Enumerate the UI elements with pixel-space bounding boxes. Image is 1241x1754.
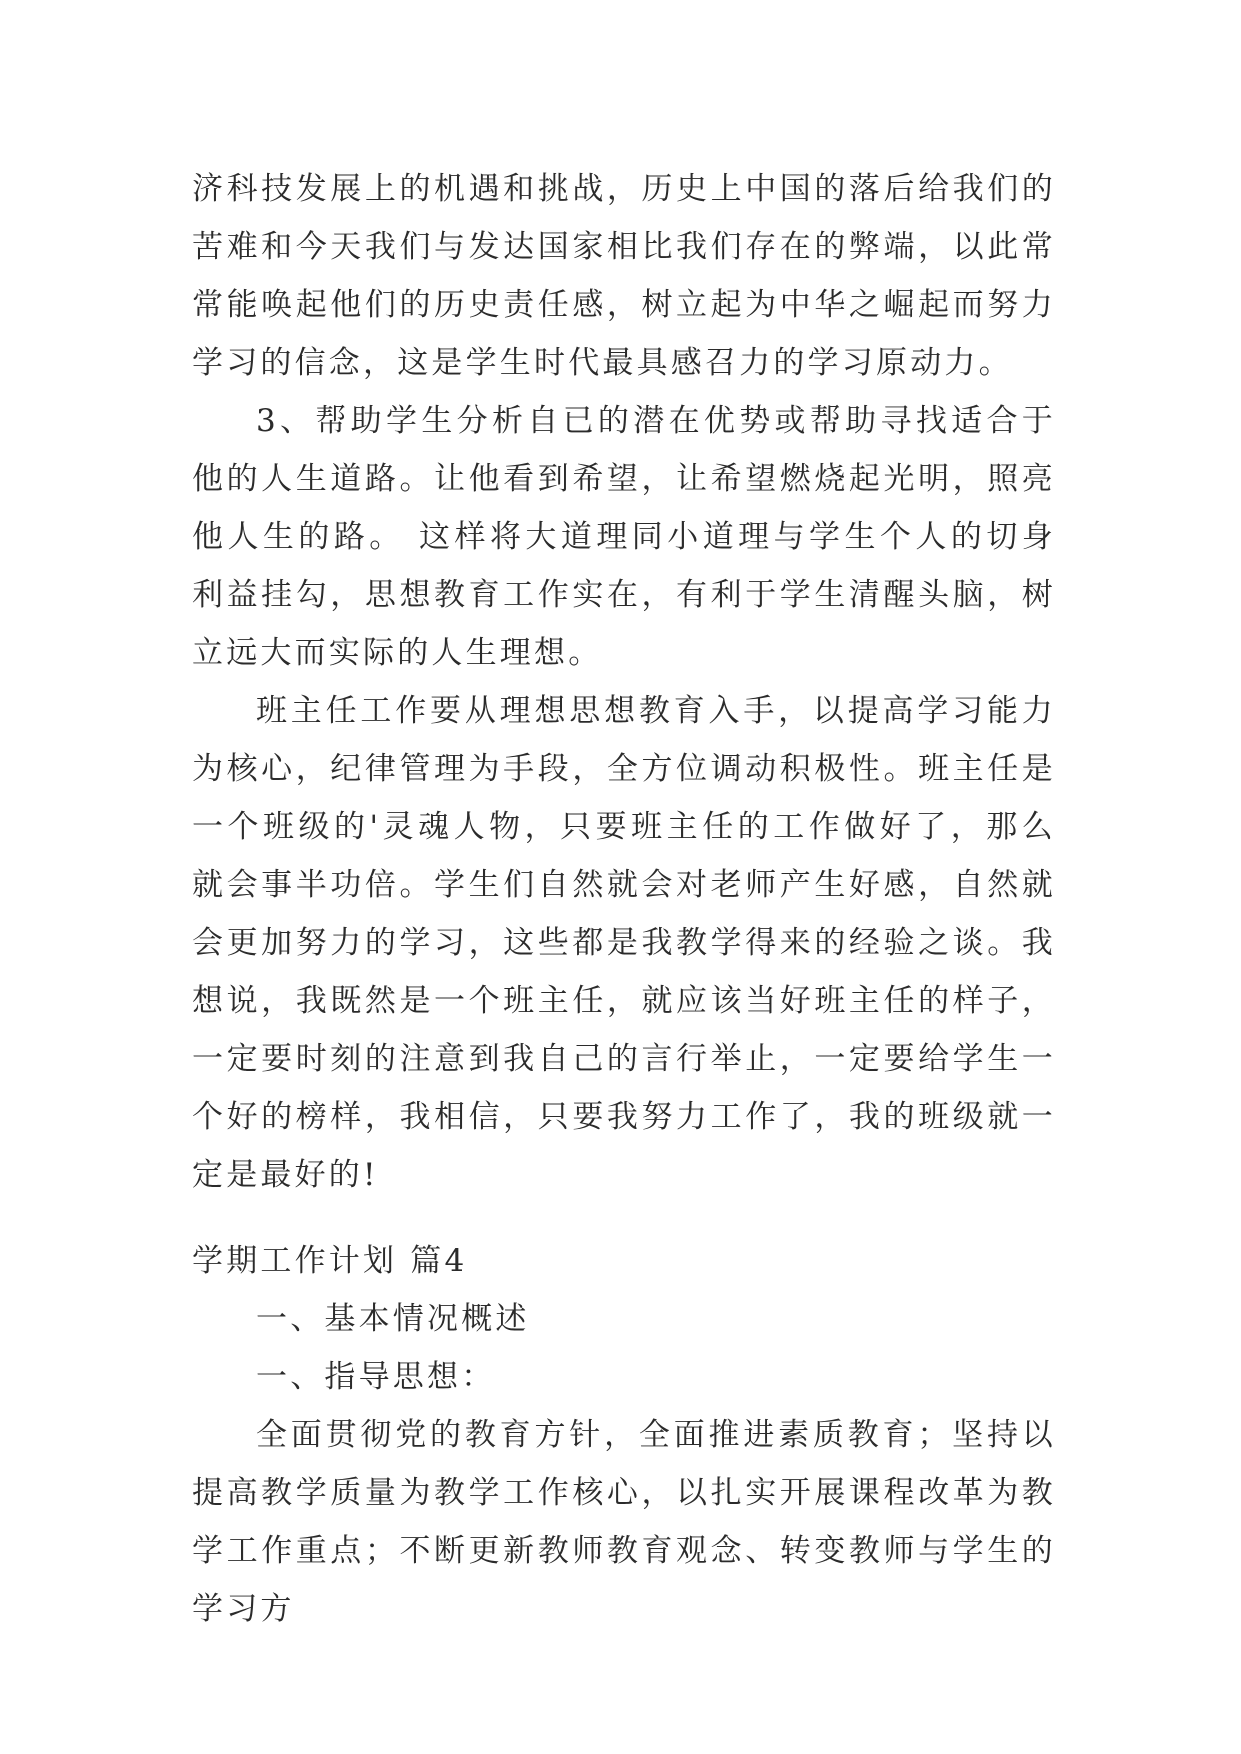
paragraph-point-3: 3、帮助学生分析自已的潜在优势或帮助寻找适合于他的人生道路。让他看到希望，让希望燃烧起光明，照亮他人生的路。 这样将大道理同小道理与学生个人的切身利益挂勾，思想教育工作实在，有利于学生清醒头脑，树立远大而实际的人生理想。 (192, 403, 1056, 671)
paragraph-continuation: 济科技发展上的机遇和挑战，历史上中国的落后给我们的苦难和今天我们与发达国家相比我们存在的弊端，以此常常能唤起他们的历史责任感，树立起为中华之崛起而努力学习的信念，这是学生时代最具感召力的学习原动力。 (192, 171, 1056, 381)
paragraph-head-teacher: 班主任工作要从理想思想教育入手，以提高学习能力为核心，纪律管理为手段，全方位调动积极性。班主任是一个班级的'灵魂人物，只要班主任的工作做好了，那么就会事半功倍。学生们自然就会对老师产生好感，自然就会更加努力的学习，这些都是我教学得来的经验之谈。我想说，我既然是一个班主任，就应该当好班主任的样子，一定要时刻的注意到我自己的言行举止，一定要给学生一个好的榜样，我相信，只要我努力工作了，我的班级就一定是最好的! (192, 693, 1056, 1193)
section-item-guiding-thought: 一、指导思想： (256, 1359, 496, 1395)
document-page (192, 160, 1056, 1638)
section-item-overview: 一、基本情况概述 (256, 1301, 530, 1337)
paragraph-guiding-thought: 全面贯彻党的教育方针，全面推进素质教育；坚持以提高教学质量为教学工作核心，以扎实开展课程改革为教学工作重点；不断更新教师教育观念、转变教师与学生的学习方 (192, 1417, 1056, 1627)
section-heading: 学期工作计划 篇4 (192, 1243, 468, 1279)
